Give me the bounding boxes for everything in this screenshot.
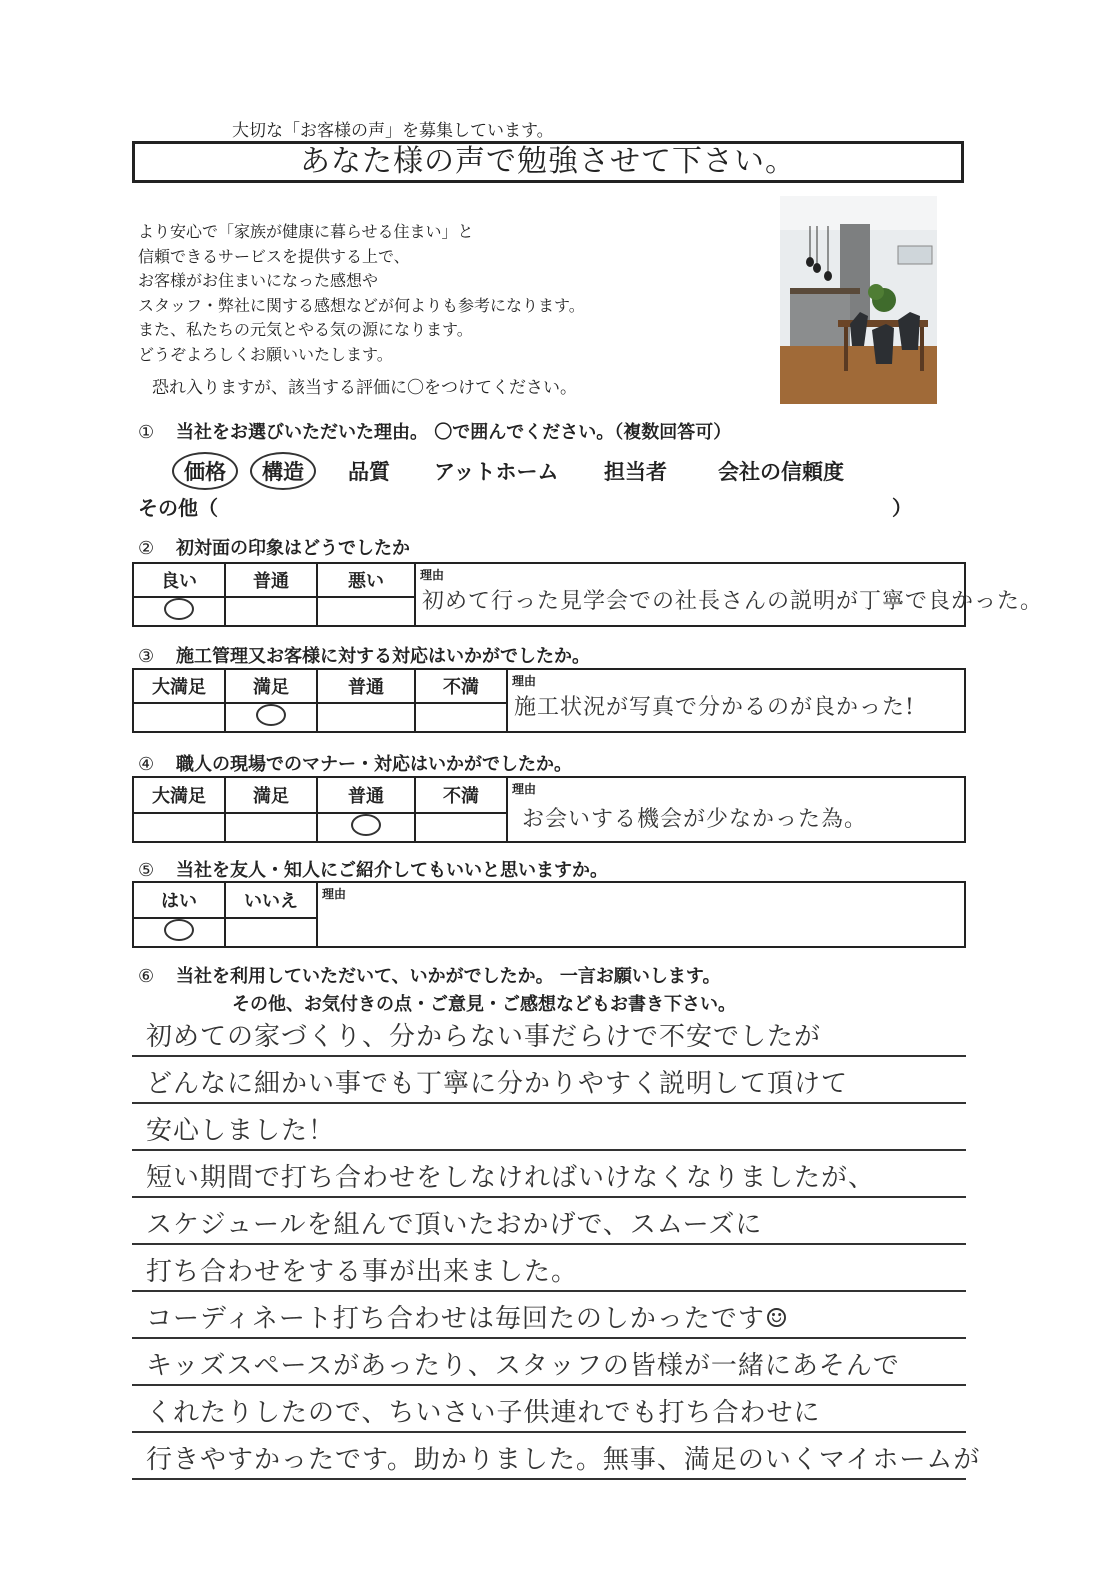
intro-text (138, 220, 585, 367)
q3-cell-dissatisfied[interactable] (415, 703, 507, 732)
comment-line (132, 1339, 966, 1386)
q4-number: ④ (138, 754, 155, 775)
selected-circle (164, 598, 194, 620)
q3-col-normal: 普通 (317, 669, 415, 703)
q5-text: 当社を友人・知人にご紹介してもいいと思いますか。 (176, 860, 608, 881)
comment-text: コーディネート打ち合わせは毎回たのしかったです☺ (146, 1304, 790, 1334)
q2-cell-good[interactable] (133, 597, 225, 626)
comment-text: キッズスペースがあったり、スタッフの皆様が一緒にあそんで (146, 1351, 900, 1381)
comment-text: 安心しました！ (146, 1116, 336, 1146)
option-price[interactable]: 価格 (172, 452, 238, 490)
q3-cell-very-satisfied[interactable] (133, 703, 225, 732)
comment-line (132, 1386, 966, 1433)
selected-circle (256, 704, 286, 726)
reason-label: 理由 (512, 674, 537, 688)
q3-reason-cell (507, 669, 965, 732)
q3-col-dissatisfied: 不満 (415, 669, 507, 703)
q3-cell-satisfied[interactable] (225, 703, 317, 732)
comment-text: どんなに細かい事でも丁寧に分かりやすく説明して頂けて (146, 1069, 849, 1099)
q4-col-satisfied: 満足 (225, 777, 317, 813)
comment-line (132, 1104, 966, 1151)
comment-text: スケジュールを組んで頂いたおかげで、スムーズに (146, 1210, 763, 1240)
comment-line (132, 1245, 966, 1292)
option-staff[interactable]: 担当者 (604, 460, 667, 484)
q5-reason-cell (317, 882, 965, 947)
q4-col-dissatisfied: 不満 (415, 777, 507, 813)
q3-reason-text: 施工状況が写真で分かるのが良かった! (514, 695, 915, 720)
q6-number: ⑥ (138, 966, 155, 987)
q5-col-yes: はい (133, 882, 225, 918)
reason-label: 理由 (420, 568, 445, 582)
q4-cell-satisfied[interactable] (225, 813, 317, 842)
q5-number: ⑤ (138, 860, 155, 881)
q2-col-normal: 普通 (225, 563, 317, 597)
q6-subtext: その他、お気付きの点・ご意見・ご感想などもお書き下さい。 (232, 994, 736, 1015)
q4-rating-table (132, 776, 966, 843)
q5-heading (138, 856, 608, 882)
other-close: ） (892, 496, 912, 520)
instruction: 恐れ入りますが、該当する評価に〇をつけてください。 (152, 378, 577, 398)
interior-photo (780, 196, 937, 404)
q4-cell-normal[interactable] (317, 813, 415, 842)
subtitle: 大切な「お客様の声」を募集しています。 (232, 121, 554, 141)
option-company-trust[interactable]: 会社の信頼度 (718, 460, 844, 484)
q2-text: 初対面の印象はどうでしたか (176, 538, 410, 559)
intro-line: スタッフ・弊社に関する感想などが何よりも参考になります。 (138, 295, 585, 315)
q2-reason-text: 初めて行った見学会での社長さんの説明が丁寧で良かった。 (422, 589, 1044, 614)
q4-reason-text: お会いする機会が少なかった為。 (522, 807, 868, 832)
q4-col-very-satisfied: 大満足 (133, 777, 225, 813)
q2-reason-cell (415, 563, 1044, 626)
comment-line (132, 1292, 966, 1339)
reason-label: 理由 (512, 782, 537, 796)
q2-col-good: 良い (133, 563, 225, 597)
page-title: あなた様の声で勉強させて下さい。 (132, 141, 964, 183)
q6-text: 当社を利用していただいて、いかがでしたか。 一言お願いします。 (176, 966, 721, 987)
intro-line: 信頼できるサービスを提供する上で、 (138, 246, 410, 266)
comment-text: 短い期間で打ち合わせをしなければいけなくなりましたが、 (146, 1163, 876, 1193)
comment-line (132, 1010, 966, 1057)
q3-number: ③ (138, 646, 155, 667)
q3-cell-normal[interactable] (317, 703, 415, 732)
comment-text: 初めての家づくり、分からない事だらけで不安でしたが (146, 1022, 822, 1052)
option-structure[interactable]: 構造 (250, 452, 316, 490)
q5-col-no: いいえ (225, 882, 317, 918)
comment-line (132, 1433, 981, 1480)
q4-cell-very-satisfied[interactable] (133, 813, 225, 842)
intro-line: お客様がお住まいになった感想や (138, 271, 379, 290)
q4-cell-dissatisfied[interactable] (415, 813, 507, 842)
q1-number: ① (138, 422, 155, 443)
selected-circle (164, 919, 194, 941)
q2-cell-bad[interactable] (317, 597, 415, 626)
comment-text: 行きやすかったです。助かりました。無事、満足のいくマイホームが (146, 1445, 981, 1475)
q2-cell-normal[interactable] (225, 597, 317, 626)
comment-line (132, 1151, 966, 1198)
comment-line (132, 1057, 966, 1104)
intro-line: また、私たちの元気とやる気の源になります。 (138, 320, 473, 339)
comment-text: くれたりしたので、ちいさい子供連れでも打ち合わせに (146, 1398, 821, 1428)
q2-rating-table (132, 562, 1044, 627)
q4-reason-cell (507, 777, 965, 842)
q4-heading (138, 750, 572, 776)
q1-text: 当社をお選びいただいた理由。 〇で囲んでください。（複数回答可） (176, 422, 732, 443)
q3-text: 施工管理又お客様に対する対応はいかがでしたか。 (176, 646, 590, 667)
q2-heading (138, 534, 410, 560)
comment-area (132, 1010, 981, 1480)
q4-col-normal: 普通 (317, 777, 415, 813)
q6-heading (138, 962, 720, 988)
option-at-home[interactable]: アットホーム (434, 460, 559, 484)
q5-cell-no[interactable] (225, 918, 317, 947)
q1-heading (138, 418, 731, 444)
comment-text: 打ち合わせをする事が出来ました。 (146, 1257, 579, 1287)
reason-label: 理由 (322, 887, 347, 901)
q3-heading (138, 642, 590, 668)
q4-text: 職人の現場でのマナー・対応はいかがでしたか。 (176, 754, 572, 775)
q5-rating-table (132, 881, 966, 948)
intro-line: どうぞよろしくお願いいたします。 (138, 344, 393, 364)
q1-other (138, 492, 912, 521)
q5-cell-yes[interactable] (133, 918, 225, 947)
q2-number: ② (138, 538, 155, 559)
option-quality[interactable]: 品質 (348, 460, 390, 484)
q3-col-satisfied: 満足 (225, 669, 317, 703)
other-label: その他（ (138, 496, 218, 520)
q2-col-bad: 悪い (317, 563, 415, 597)
comment-line (132, 1198, 966, 1245)
q3-rating-table (132, 668, 966, 733)
intro-line: より安心で「家族が健康に暮らせる住まい」と (138, 222, 474, 241)
dining-room-image (780, 196, 937, 404)
q3-col-very-satisfied: 大満足 (133, 669, 225, 703)
selected-circle (351, 814, 381, 836)
